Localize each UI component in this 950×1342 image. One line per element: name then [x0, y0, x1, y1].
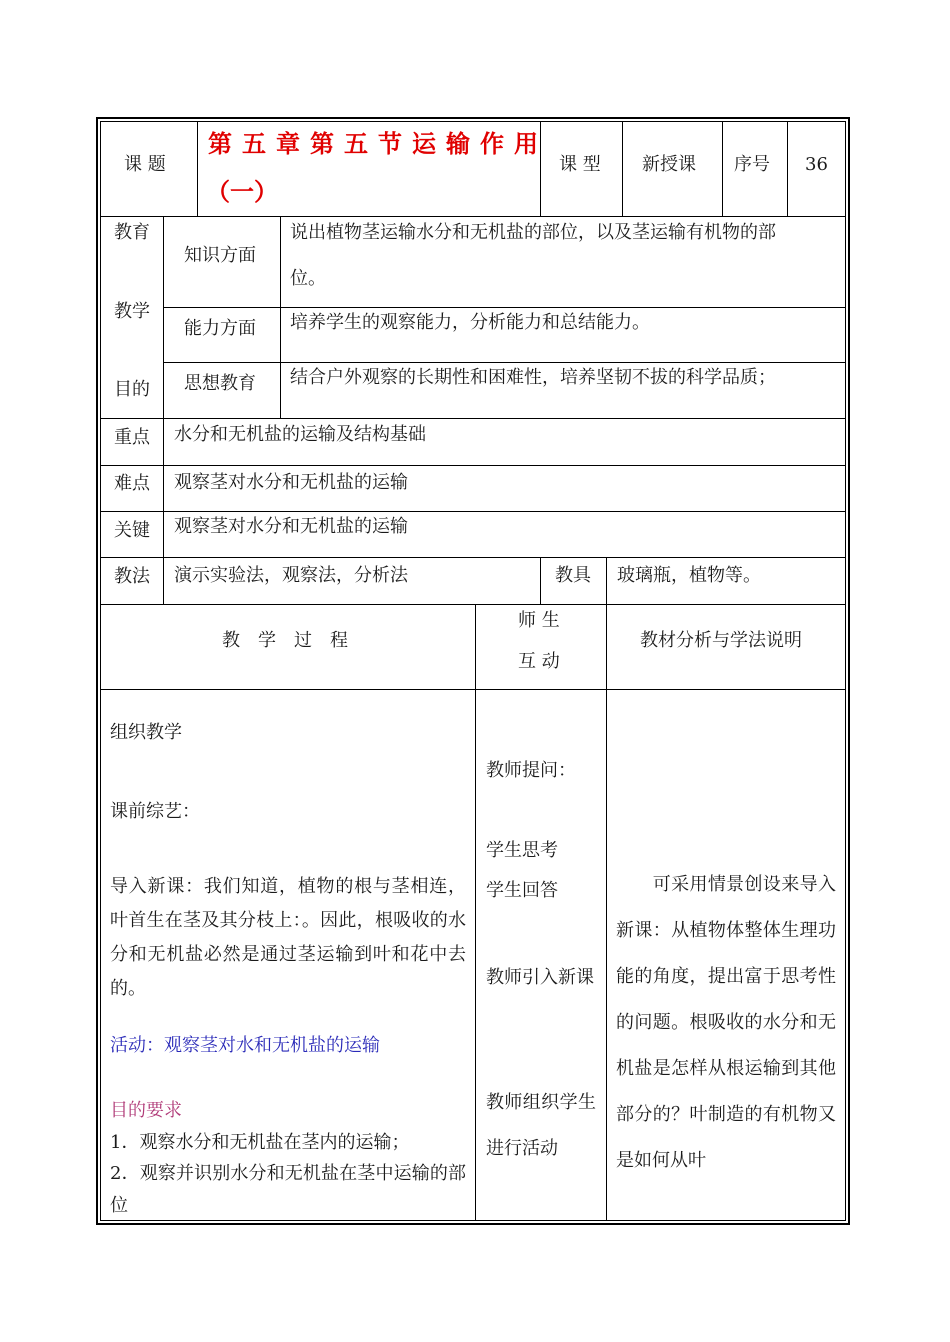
method-text: 演示实验法，观察法，分析法 — [174, 565, 408, 586]
moral-text: 结合户外观察的长期性和困难性，培养坚韧不拔的科学品质； — [290, 367, 776, 388]
number-label: 序号 — [734, 154, 770, 175]
interaction-lead: 教师引入新课 — [486, 967, 594, 988]
interaction-think: 学生思考 — [486, 840, 558, 861]
analysis-text: 可采用情景创设来导入新课：从植物体整体生理功能的角度，提出富于思考性的问题。根吸收的水分和无机盐是怎样从根运输到其他部分的？叶制造的有机物又是如何从叶 — [616, 874, 836, 1171]
goal-item-1: 1．观察水分和无机盐在茎内的运输； — [110, 1132, 410, 1153]
key-text: 观察茎对水分和无机盐的运输 — [174, 516, 408, 537]
type-label: 课 型 — [559, 154, 601, 175]
knowledge-label: 知识方面 — [184, 245, 256, 266]
interaction-organize: 教师组织学生进行活动 — [486, 1092, 596, 1159]
interaction-header-line2: 互 动 — [518, 651, 560, 672]
focus-text: 水分和无机盐的运输及结构基础 — [174, 424, 426, 445]
goal-title: 目的要求 — [110, 1100, 182, 1121]
course-label: 课 题 — [124, 154, 166, 175]
method-label: 教法 — [114, 566, 150, 587]
activity-title: 活动：观察茎对水和无机盐的运输 — [110, 1035, 380, 1056]
interaction-header-line1: 师 生 — [518, 610, 560, 631]
tools-label: 教具 — [555, 565, 591, 586]
knowledge-text-line1: 说出植物茎运输水分和无机盐的部位，以及茎运输有机物的部 — [290, 222, 776, 243]
tools-text: 玻璃瓶，植物等。 — [617, 565, 761, 586]
difficulty-label: 难点 — [114, 473, 150, 494]
objective-label-1: 教育 — [114, 222, 150, 243]
lesson-title-part: （一） — [206, 177, 278, 206]
focus-label: 重点 — [114, 427, 150, 448]
objective-label-3: 目的 — [114, 379, 150, 400]
lesson-title: 第五章第五节运输作用 — [208, 129, 548, 158]
goal-item-2: 2．观察并识别水分和无机盐在茎中运输的部位 — [110, 1163, 466, 1216]
organize-teaching: 组织教学 — [110, 722, 182, 743]
process-header: 教 学 过 程 — [222, 630, 348, 651]
warmup: 课前综艺： — [110, 801, 200, 822]
key-label: 关键 — [114, 520, 150, 541]
interaction-ask: 教师提问： — [486, 760, 576, 781]
knowledge-text-line2: 位。 — [290, 268, 326, 289]
intro-paragraph: 导入新课：我们知道，植物的根与茎相连，叶首生在茎及其分枝上：。因此，根吸收的水分和无机盐必然是通过茎运输到叶和花中去的。 — [110, 876, 466, 999]
ability-label: 能力方面 — [184, 318, 256, 339]
difficulty-text: 观察茎对水分和无机盐的运输 — [174, 472, 408, 493]
type-value: 新授课 — [642, 154, 696, 175]
analysis-header: 教材分析与学法说明 — [640, 630, 802, 651]
number-value: 36 — [805, 154, 828, 175]
objective-label-2: 教学 — [114, 301, 150, 322]
ability-text: 培养学生的观察能力，分析能力和总结能力。 — [290, 312, 650, 333]
moral-label: 思想教育 — [184, 373, 256, 394]
interaction-answer: 学生回答 — [486, 880, 558, 901]
